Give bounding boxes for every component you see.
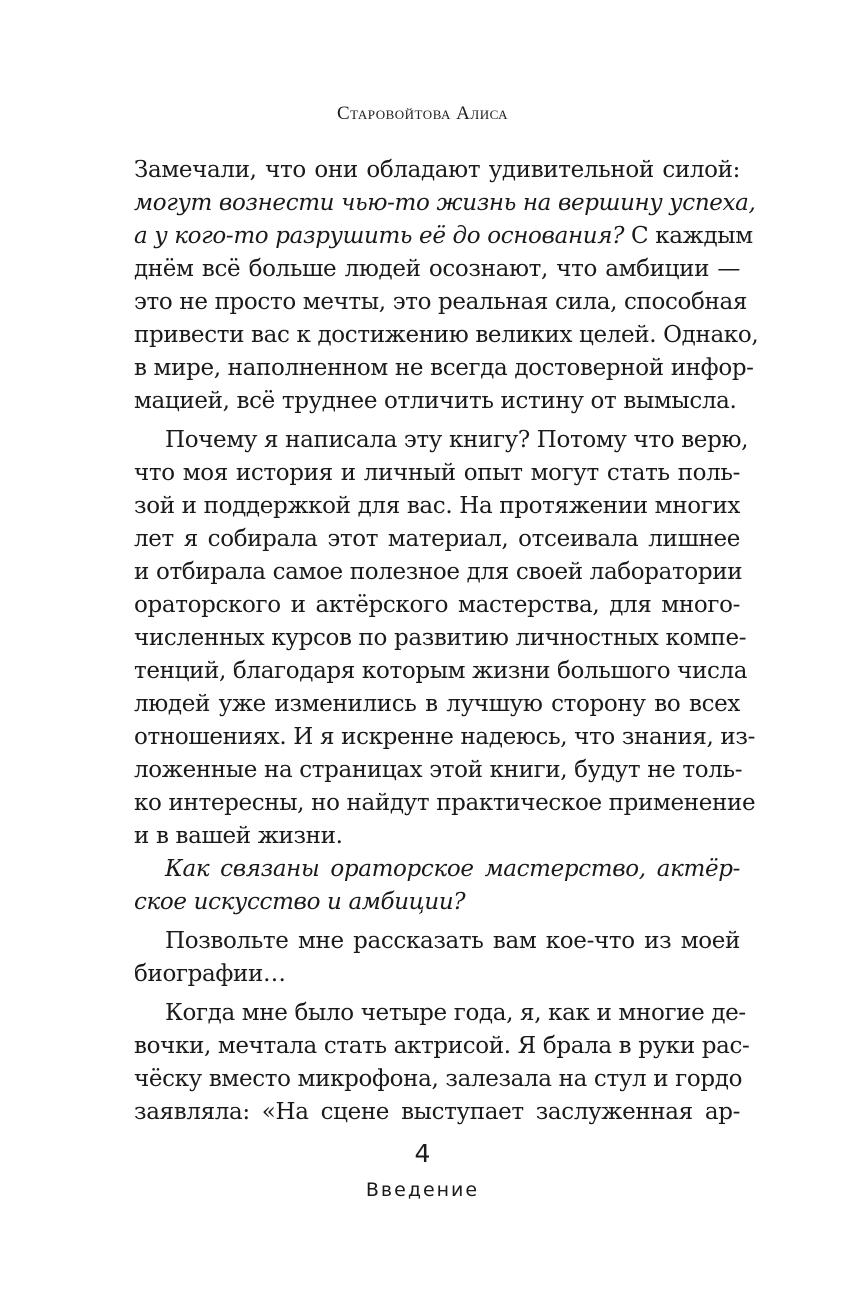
text-line: биографии… — [134, 961, 286, 987]
text-line: ко интересны, но найдут практическое применение — [134, 790, 756, 816]
running-head: Старовойтова Алиса — [336, 103, 509, 124]
text-line: Почему я написала эту книгу? Потому что верю, — [165, 427, 749, 453]
text-line: тенций, благодаря которым жизни большого числа — [134, 658, 748, 684]
italic-heading-line: Как связаны ораторское мастерство, актёр- — [165, 856, 740, 882]
page-number: 4 — [414, 1139, 431, 1168]
paragraph-3-question — [134, 853, 740, 919]
text-line: Замечали, что они обладают удивительной силой: — [134, 157, 740, 183]
text-line: и отбирала самое полезное для своей лаборатории — [134, 559, 743, 585]
text-line: Позвольте мне рассказать вам кое-что из моей — [165, 928, 740, 954]
italic-question-part-1: могут вознести чью-то жизнь на вершину успеха, — [134, 190, 756, 216]
text-line: численных курсов по развитию личностных компе- — [134, 625, 747, 651]
text-line: днём всё больше людей осознают, что амбиции — — [134, 256, 740, 282]
text-line: вочки, мечтала стать актрисой. Я брала в руки рас- — [134, 1033, 750, 1059]
text-line: и в вашей жизни. — [134, 823, 343, 849]
text-line: отношениях. И я искренне надеюсь, что знания, из- — [134, 724, 756, 750]
paragraph-2 — [134, 424, 756, 853]
text-line: Когда мне было четыре года, я, как и многие де- — [165, 1000, 746, 1026]
text-line: ораторского и актёрского мастерства, для много- — [134, 592, 740, 618]
text-line: в мире, наполненном не всегда достоверной инфор- — [134, 355, 754, 381]
text-line: зой и поддержкой для вас. На протяжении многих — [134, 493, 740, 519]
text-line: привести вас к достижению великих целей. Однако, — [134, 322, 759, 348]
text-line: что моя история и личный опыт могут стать поль- — [134, 460, 740, 486]
text-line: ложенные на страницах этой книги, будут не толь- — [134, 757, 743, 783]
text-line: лет я собирала этот материал, отсеивала лишнее — [134, 526, 740, 552]
text-fragment: С каждым — [624, 223, 753, 249]
text-line: мацией, всё труднее отличить истину от вымысла. — [134, 388, 737, 414]
text-line: заявляла: «На сцене выступает заслуженная ар- — [134, 1099, 740, 1125]
italic-heading-line: ское искусство и амбиции? — [134, 889, 466, 915]
paragraph-4 — [134, 925, 740, 991]
paragraph-1 — [134, 154, 759, 418]
body-text — [134, 154, 759, 1129]
text-line: людей уже изменились в лучшую сторону во всех — [134, 691, 740, 717]
text-line: чёску вместо микрофона, залезала на стул и гордо — [134, 1066, 743, 1092]
text-line: это не просто мечты, это реальная сила, способная — [134, 289, 748, 315]
paragraph-5 — [134, 997, 750, 1129]
italic-question-part-2: а у кого-то разрушить её до основания? — [134, 223, 625, 249]
chapter-title: Введение — [365, 1179, 480, 1201]
